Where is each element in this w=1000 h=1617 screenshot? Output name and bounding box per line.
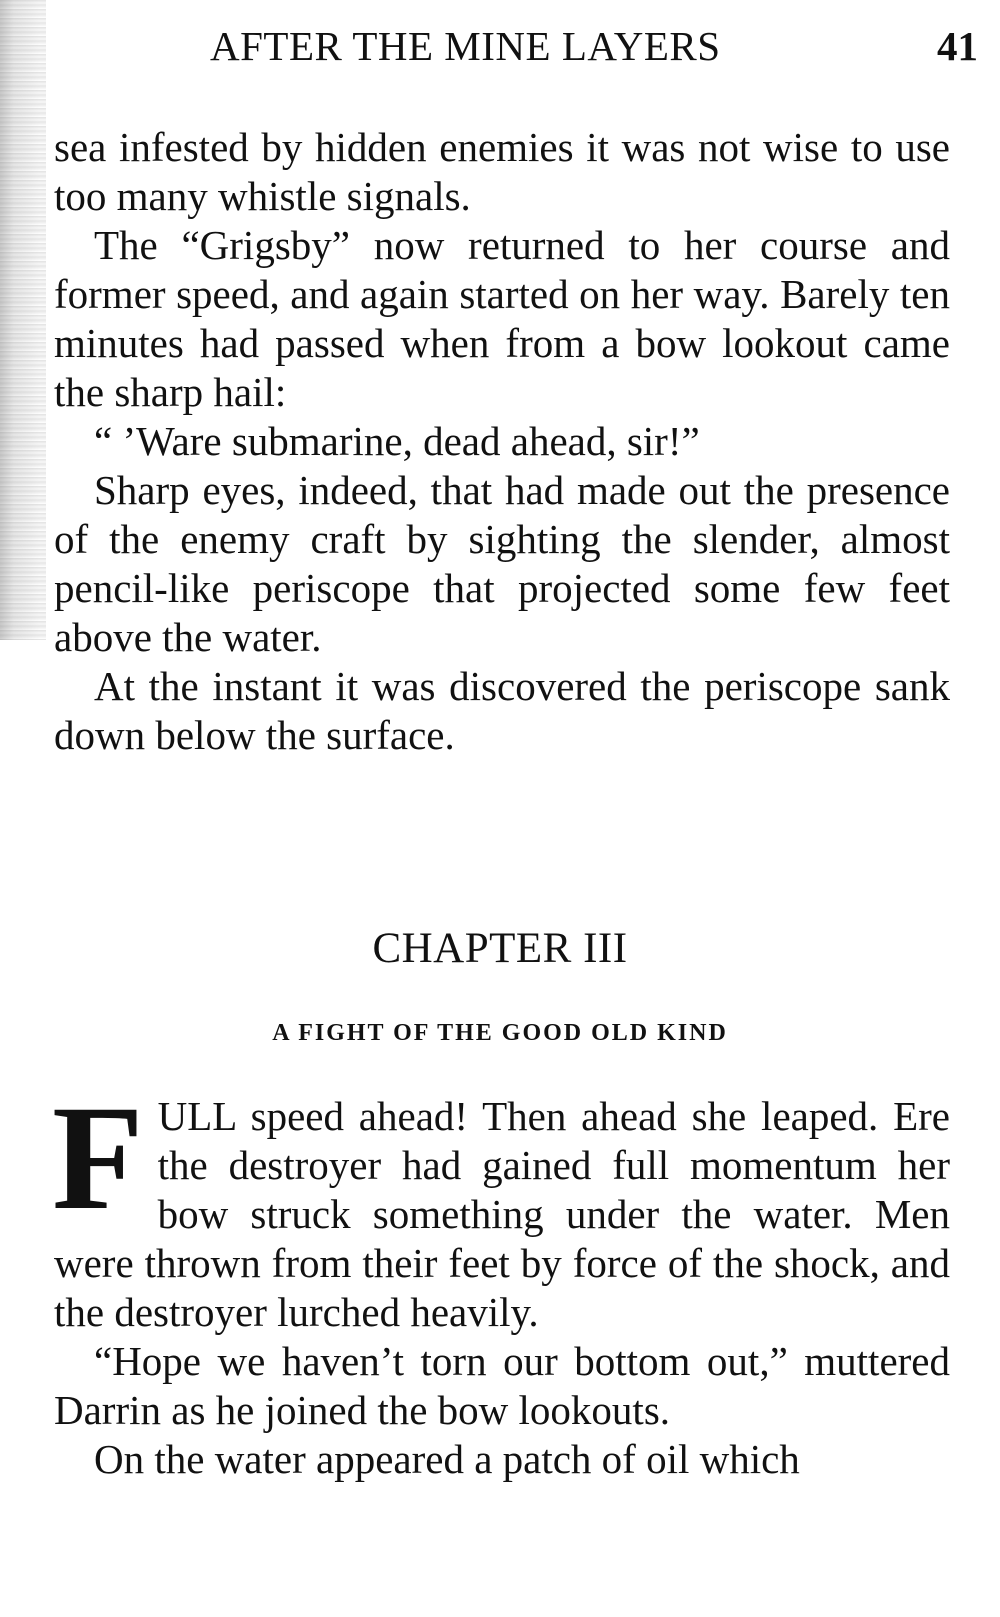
- body-text-chapter: [52, 1075, 950, 1484]
- opening-paragraph-text: ULL speed ahead! Then ahead she leaped. Ere the destroyer had gained full momentum her bow struck something under the water. Men were thrown from their feet by force of the shock, and the destroyer lurched heavily.: [54, 1093, 950, 1335]
- paragraph: “ ’Ware submarine, dead ahead, sir!”: [94, 418, 700, 464]
- paragraph: Sharp eyes, indeed, that had made out the presence of the enemy craft by sighting the slender, almost pencil-like periscope that projected some few feet above the water.: [54, 467, 950, 660]
- paragraph: sea infested by hidden enemies it was not wise to use too many whistle signals.: [54, 124, 950, 219]
- paragraph: “Hope we haven’t torn our bottom out,” muttered Darrin as he joined the bow lookouts.: [54, 1338, 950, 1433]
- running-title: AFTER THE MINE LAYERS: [210, 23, 721, 69]
- opening-paragraph: [52, 1075, 950, 1337]
- paragraph: On the water appeared a patch of oil which: [94, 1436, 800, 1482]
- chapter-title: A FIGHT OF THE GOOD OLD KIND: [272, 1020, 728, 1046]
- page-number: 41: [937, 23, 978, 69]
- chapter-number: CHAPTER III: [372, 925, 628, 972]
- binding-gutter-shadow: [0, 0, 46, 640]
- drop-cap: F: [52, 1075, 144, 1241]
- paragraph: At the instant it was discovered the periscope sank down below the surface.: [54, 663, 950, 758]
- running-head: [0, 22, 1000, 76]
- paragraph: The “Grigsby” now returned to her course and former speed, and again started on her way. Barely ten minutes had passed when from a bow lookout came the sharp hail:: [54, 222, 950, 415]
- body-text-top: [54, 123, 950, 760]
